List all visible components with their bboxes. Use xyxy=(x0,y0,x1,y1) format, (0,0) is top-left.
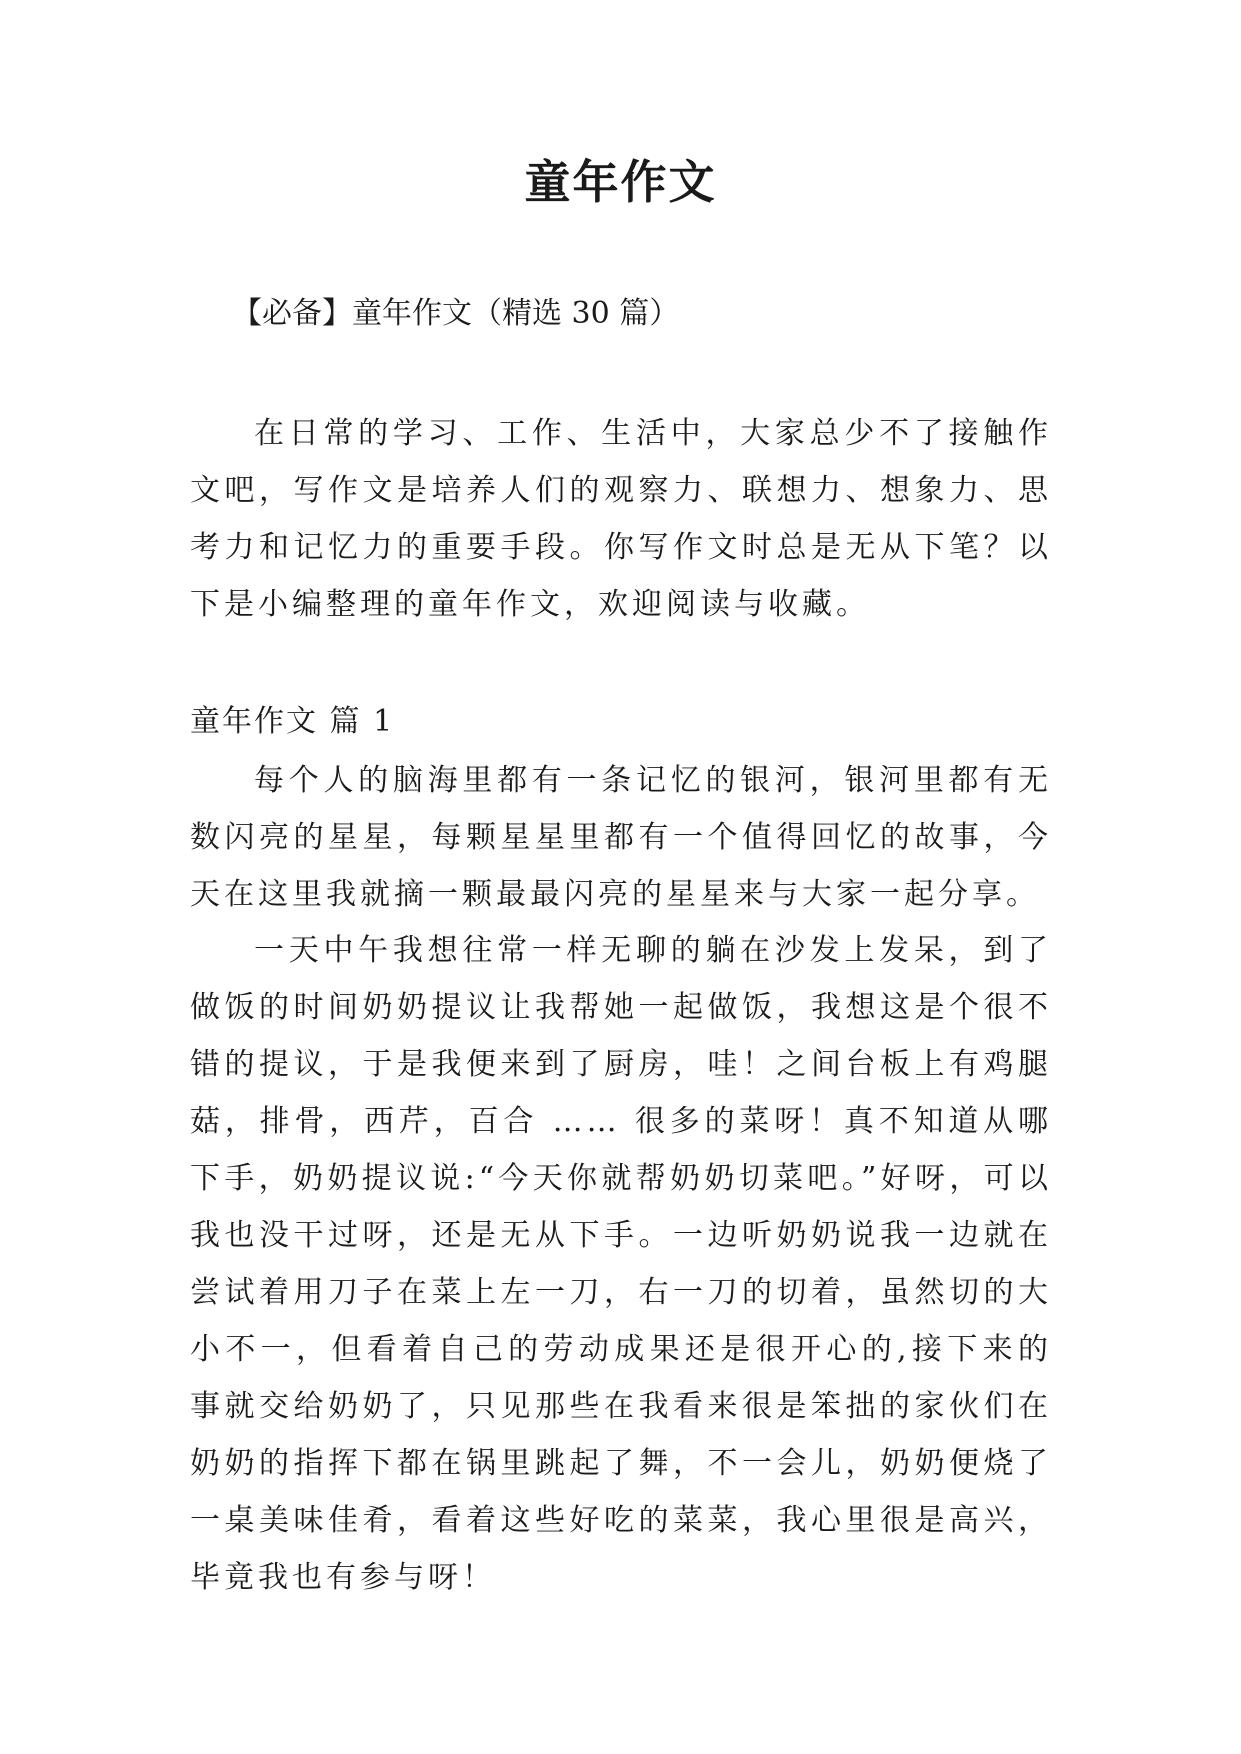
document-title: 童年作文 xyxy=(524,155,717,209)
body-paragraph: 每个人的脑海里都有一条记忆的银河，银河里都有无数闪亮的星星，每颗星星里都有一个值得回忆的故事，今天在这里我就摘一颗最最闪亮的星星来与大家一起分享。 xyxy=(190,763,1052,912)
document-subtitle: 【必备】童年作文（精选 30 篇） xyxy=(232,296,680,331)
section-heading: 童年作文 篇 1 xyxy=(190,704,395,739)
body-paragraph: 一天中午我想往常一样无聊的躺在沙发上发呆，到了做饭的时间奶奶提议让我帮她一起做饭，我想这是个很不错的提议，于是我便来到了厨房，哇！之间台板上有鸡腿菇，排骨，西芹，百合 …… 很多的菜呀！真不知道从哪下手，奶奶提议说:“今天你就帮奶奶切菜吧。”好呀，可以我也没干过呀，还是无从下手。一边听奶奶说我一边就在尝试着用刀子在菜上左一刀，右一刀的切着，虽然切的大小不一，但看着自己的劳动成果还是很开心的,接下来的事就交给奶奶了，只见那些在我看来很是笨拙的家伙们在奶奶的指挥下都在锅里跳起了舞，不一会儿，奶奶便烧了一桌美味佳肴，看着这些好吃的菜菜，我心里很是高兴，毕竟我也有参与呀！ xyxy=(190,933,1052,1595)
intro-paragraph: 在日常的学习、工作、生活中，大家总少不了接触作文吧，写作文是培养人们的观察力、联想力、想象力、思考力和记忆力的重要手段。你写作文时总是无从下笔？以下是小编整理的童年作文，欢迎阅读与收藏。 xyxy=(190,416,1052,622)
